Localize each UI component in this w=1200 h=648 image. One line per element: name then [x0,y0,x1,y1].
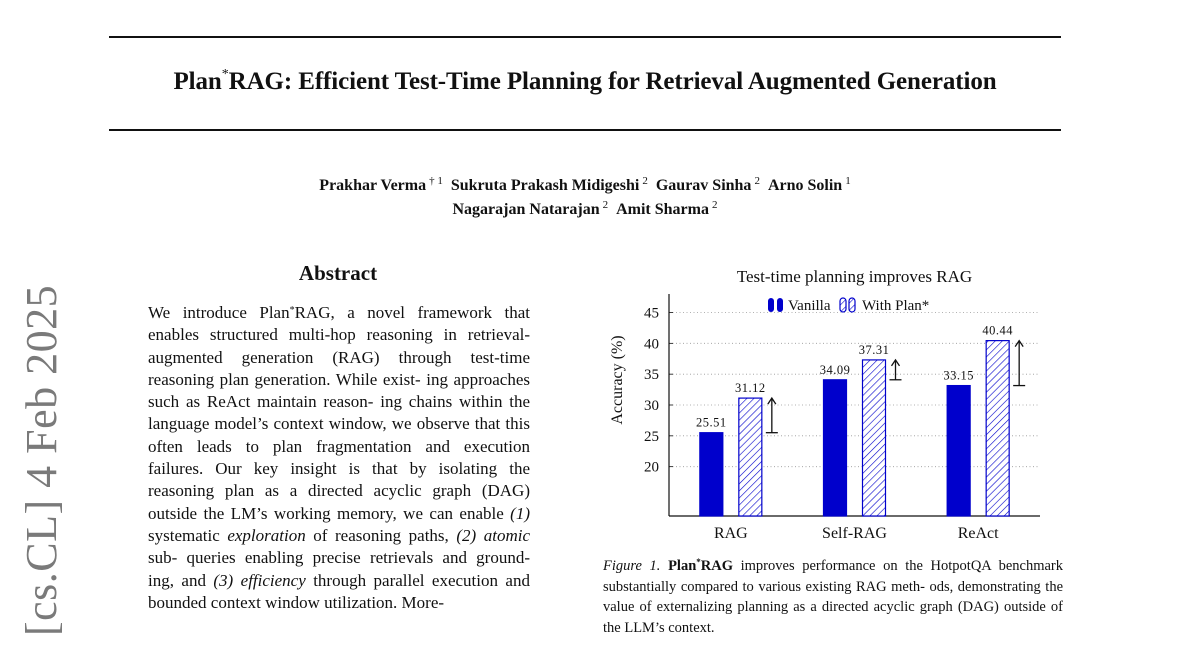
x-tick-label: ReAct [957,525,999,542]
author-list-line-2 [0,199,1170,219]
x-tick-label: RAG [713,525,748,542]
bar-vanilla-rag [700,433,723,516]
paper-title: Plan*RAG: Efficient Test-Time Planning for Retrieval Augmented Generation [173,66,997,95]
author-affiliation: 2 [711,199,718,211]
abstract-body: We introduce Plan*RAG, a novel framework that enables structured multi-hop reasoning in retrieval-augmented generation (RAG) through test-time reasoning plan generation. While exist- ing approaches such as ReAct maintain reason- ing chains within the language model’s context window, we observe that this often leads to plan fragmentation and execution failures. Our key insight is that by isolating the reasoning plan as a directed acyclic graph (DAG) outside the LM’s working memory, we can enable (1) systematic exploration of reasoning paths, (2) atomic sub- queries enabling precise retrievals and ground- ing, and (3) efficiency through parallel execution and bounded context window utilization. More- [148,303,531,612]
legend-swatch-with-plan [849,298,855,312]
bar-value-label: 33.15 [943,368,974,383]
figure-caption: Figure 1. Plan*RAG improves performance on the HotpotQA benchmark substantially compared to various existing RAG meth- ods, demonstrating the value of externalizing planning as a directed acyclic graph (DAG) outside of the LLM’s context. [603,557,1064,636]
author-affiliation: 2 [602,199,609,211]
y-tick-label: 35 [644,367,659,384]
title-bottom-rule [109,129,1061,131]
abstract-heading: Abstract [298,261,378,285]
bar-vanilla-react [947,386,970,516]
legend-label-with-plan: With Plan* [862,298,930,314]
bar-value-label: 25.51 [696,415,727,430]
bar-with-plan-self-rag [863,360,886,516]
legend-swatch-vanilla [768,298,774,312]
bar-value-label: 37.31 [858,342,890,357]
legend-label-vanilla: Vanilla [788,298,831,314]
arxiv-stamp: [cs.CL] 4 Feb 2025 [17,284,66,636]
y-axis-label: Accuracy (%) [609,335,626,425]
bar-value-label: 31.12 [735,381,766,396]
author-name: Arno Solin $^1$ [767,175,851,194]
y-tick-label: 20 [644,459,659,476]
y-tick-label: 25 [644,428,659,445]
bar-vanilla-self-rag [824,380,847,516]
author-name: Sukruta Prakash Midigeshi $^2$ [450,175,648,194]
author-affiliation: † 1 [429,175,443,187]
author-list-line-1 [0,175,1170,195]
accuracy-bar-chart [600,262,1060,542]
bar-with-plan-react [986,341,1009,516]
author-name: Amit Sharma $^2$ [616,199,718,218]
author-affiliation: 2 [642,175,648,187]
bar-value-label: 40.44 [982,323,1013,338]
title-top-rule [109,36,1061,38]
y-tick-label: 45 [644,305,659,322]
bar-value-label: 34.09 [819,362,851,377]
x-tick-label: Self-RAG [822,525,887,542]
y-tick-label: 40 [644,336,659,353]
author-name: Gaurav Sinha $^2$ [655,175,760,194]
author-affiliation: 1 [845,175,851,187]
author-name: Prakhar Verma $^{\dagger 1}$ [319,175,443,194]
author-name: Nagarajan Natarajan $^2$ [452,199,609,218]
bar-with-plan-rag [739,398,762,516]
author-affiliation: 2 [754,175,760,187]
legend-swatch-vanilla [777,298,783,312]
legend-swatch-with-plan [840,298,846,312]
y-tick-label: 30 [644,398,659,414]
chart-title: Test-time planning improves RAG [736,267,973,286]
